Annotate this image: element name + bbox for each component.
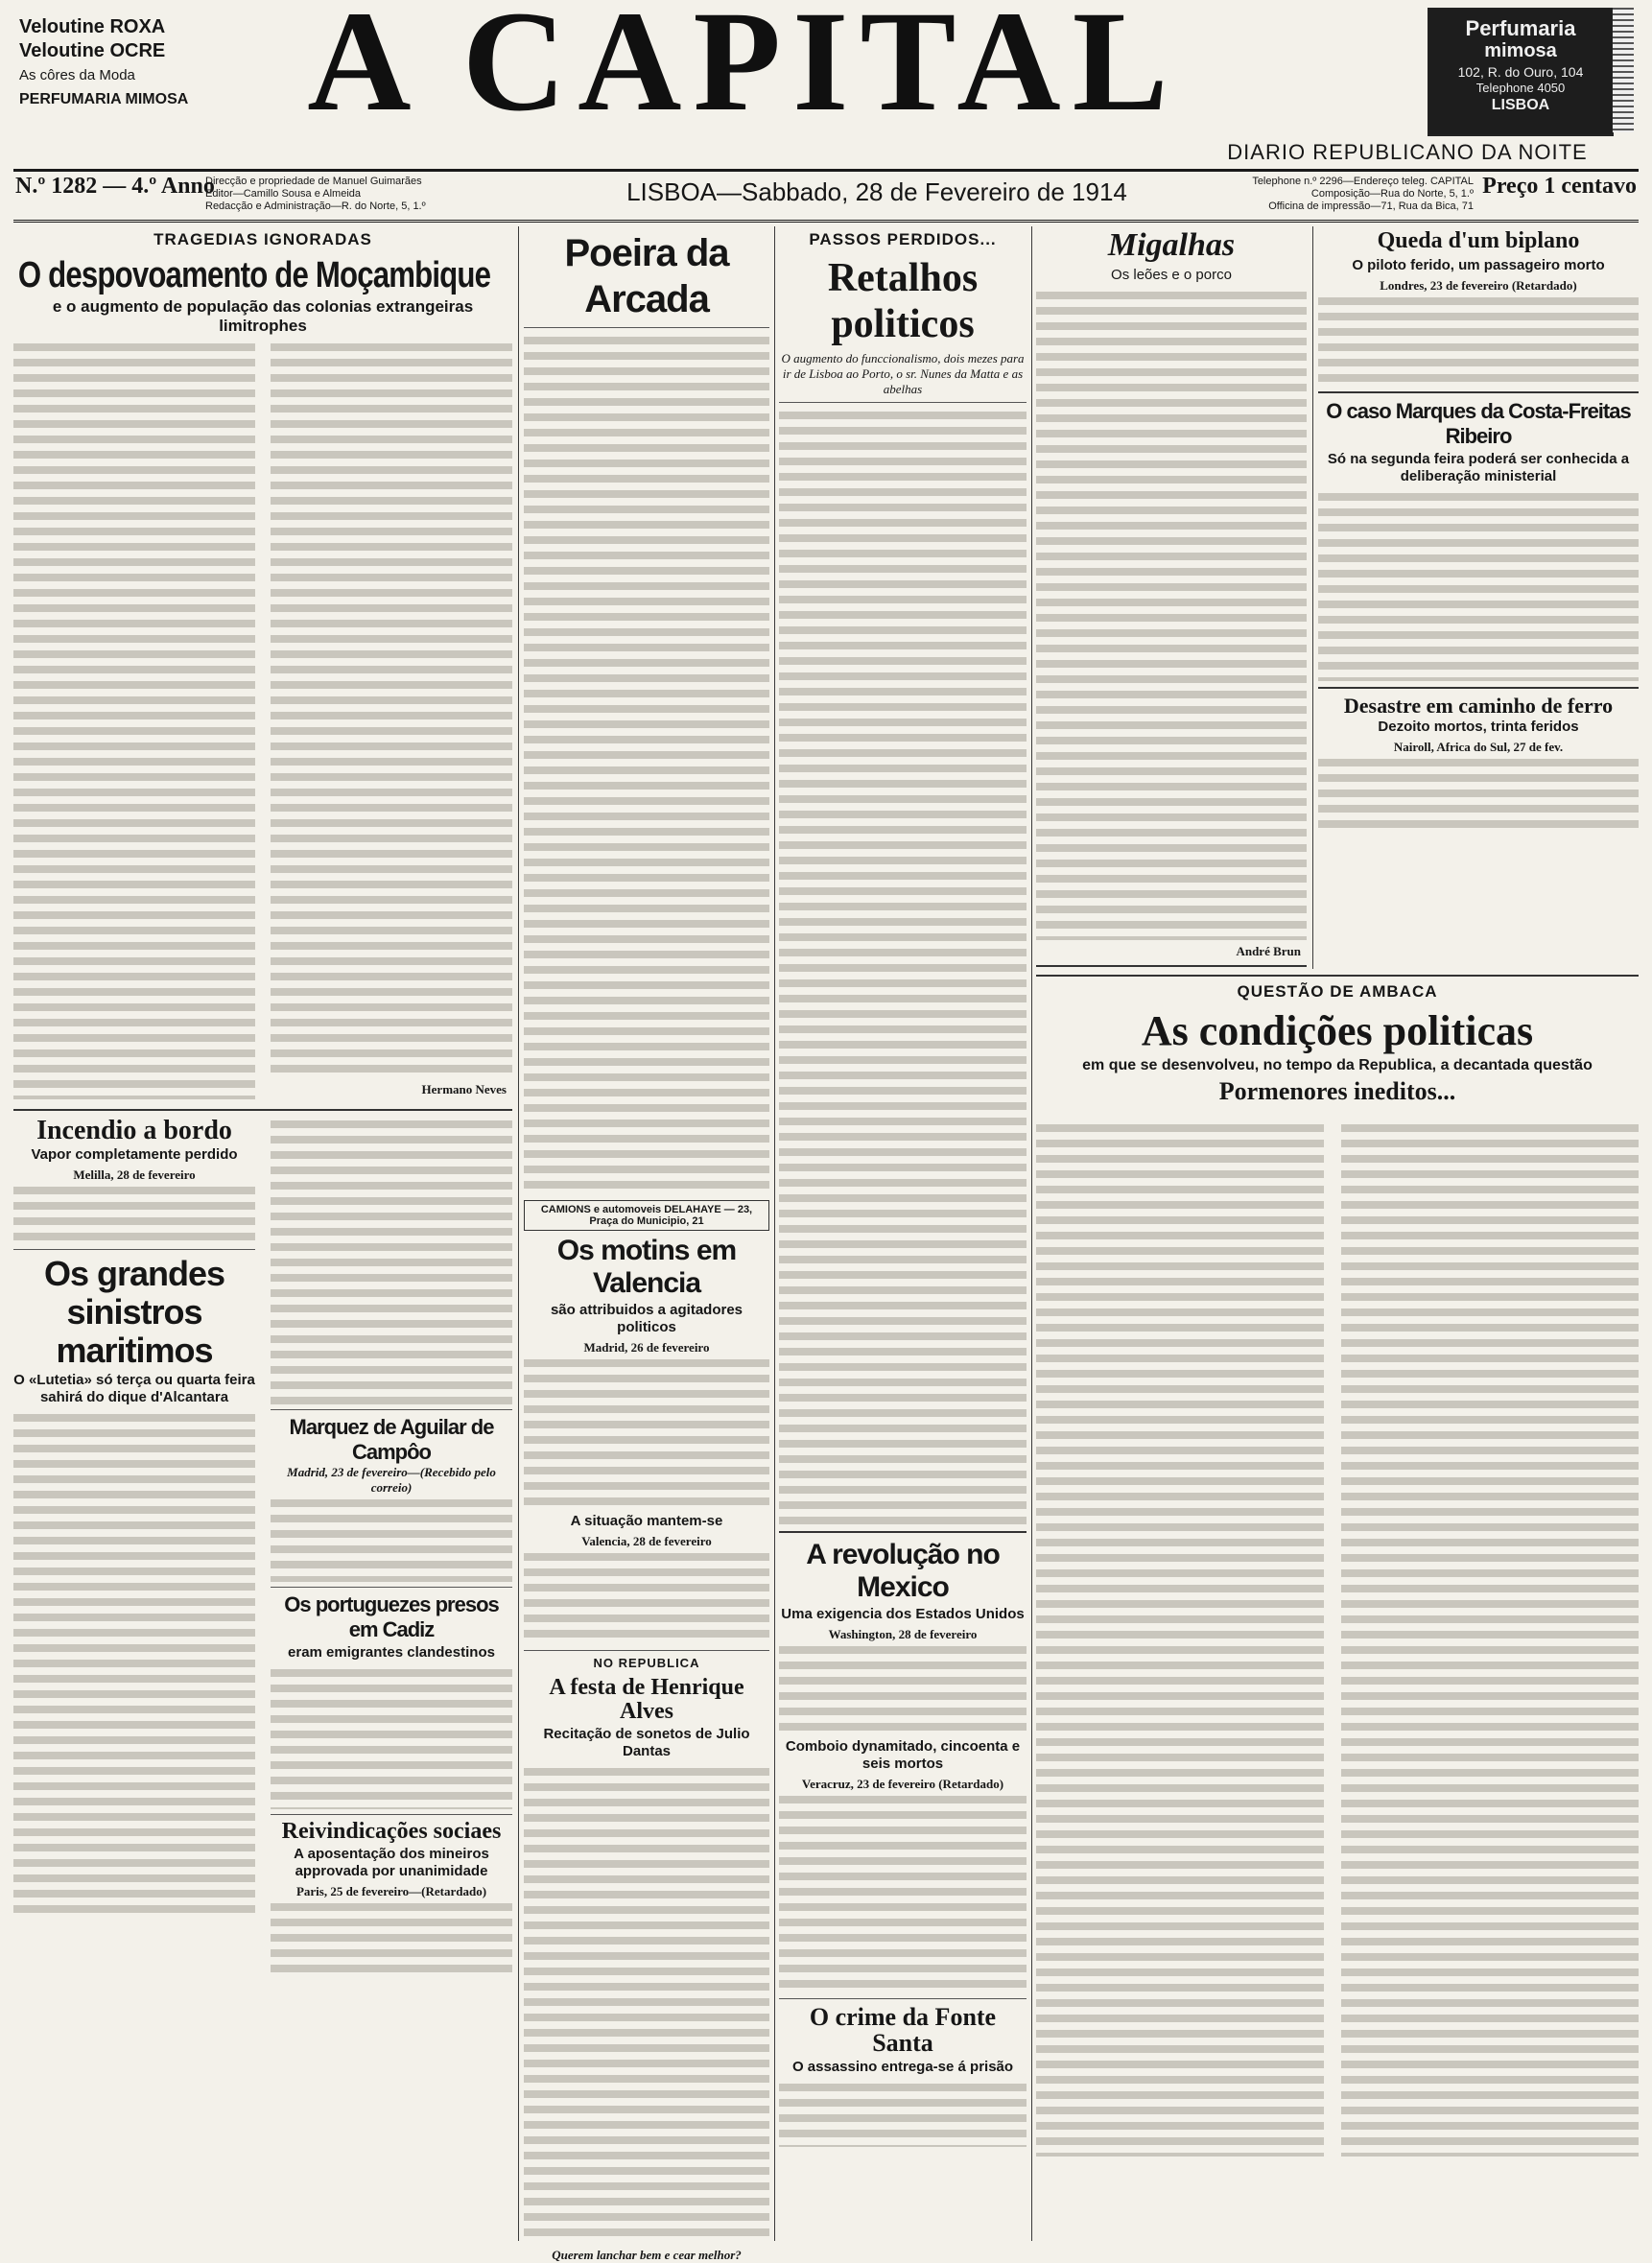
contact-line: Composição—Rua do Norte, 5, 1.º [1310, 188, 1474, 200]
divider [13, 1109, 512, 1111]
divider [13, 1249, 255, 1250]
divider [1036, 965, 1307, 967]
ambaca-left [1036, 1108, 1324, 2169]
dateline-bar [13, 169, 1639, 223]
headline-cadiz: Os portuguezes presos em Cadiz [284, 1592, 499, 1641]
column-rule [518, 226, 519, 2241]
advert-line: mimosa [1484, 40, 1557, 61]
divider [524, 327, 769, 328]
advert-line: Telephone 4050 [1475, 81, 1566, 95]
credit-line: Editor—Camillo Sousa e Almeida [205, 188, 362, 200]
headline-migalhas: Migalhas [1107, 227, 1236, 263]
headline-henrique-alves: A festa de Henrique Alves [549, 1675, 744, 1725]
newspaper-subtitle: DIARIO REPUBLICANO DA NOITE [1227, 140, 1588, 164]
body-text [1036, 1120, 1324, 2157]
right-advert [1428, 8, 1614, 136]
body-text [1318, 755, 1639, 832]
dateline-londres: Londres, 23 de fevereiro (Retardado) [1380, 278, 1577, 293]
subheadline-fonte: O assassino entrega-se á prisão [791, 2058, 1014, 2075]
body-text [271, 1665, 512, 1809]
body-text [524, 1764, 769, 2244]
headline-retalhos-politicos: Retalhos politicos [827, 256, 979, 346]
divider [779, 402, 1027, 403]
advert-line: Veloutine OCRE [19, 40, 166, 61]
lower-right [271, 1117, 512, 1980]
body-text [779, 1642, 1027, 1734]
contact-line: Officina de impressão—71, Rua da Bica, 71 [1268, 200, 1474, 212]
body-text [271, 1496, 512, 1582]
subheadline-biplano: O piloto ferido, um passageiro morto [1352, 257, 1605, 273]
article-body-left [13, 340, 255, 1103]
body-text [271, 1899, 512, 1976]
body-text [779, 1792, 1027, 1993]
divider [1318, 391, 1639, 393]
subheadline-motins: são attribuidos a agitadores politicos [550, 1302, 743, 1335]
advert-line: As côres da Moda [19, 67, 135, 83]
headline-mocambique: O despovoamento de Moçambique [17, 255, 491, 295]
body-text [271, 1117, 512, 1404]
advert-line: PERFUMARIA MIMOSA [19, 91, 189, 107]
column-3 [779, 226, 1027, 2241]
section-kicker: TRAGEDIAS IGNORADAS [153, 230, 372, 248]
masthead [13, 0, 1639, 163]
issue-date: LISBOA—Sabbado, 28 de Fevereiro de 1914 [626, 177, 1127, 206]
article-body-right [271, 340, 512, 1103]
headline-desastre: Desastre em caminho de ferro [1343, 694, 1614, 718]
divider [524, 1650, 769, 1651]
subheadline-mantem: A situação mantem-se [570, 1513, 723, 1529]
dateline-washington: Washington, 28 de fevereiro [828, 1627, 978, 1641]
body-text [271, 340, 512, 1078]
subheadline-mocambique: e o augmento de população das colonias extrangeiras limitrophes [52, 297, 474, 335]
section-kicker: PASSOS PERDIDOS... [809, 230, 997, 248]
advert-line: Veloutine ROXA [19, 16, 166, 37]
dateline-veracruz: Veracruz, 23 de fevereiro (Retardado) [801, 1777, 1004, 1791]
headline-biplano: Queda d'um biplano [1377, 228, 1580, 253]
subheadline-ambaca: em que se desenvolveu, no tempo da Republica, a decantada questão [1082, 1057, 1593, 1073]
contact-info [1186, 176, 1474, 213]
section-kicker: NO REPUBLICA [593, 1656, 700, 1670]
body-text [1318, 489, 1639, 681]
contact-line: Telephone n.º 2296—Endereço teleg. CAPITAL [1252, 176, 1474, 187]
lower-left [13, 1117, 255, 1980]
dateline-nairoll: Nairoll, Africa do Sul, 27 de fev. [1393, 740, 1564, 755]
torn-edge [1613, 8, 1634, 132]
headline-revolucao-mexico: A revolução no Mexico [806, 1539, 1000, 1603]
headline-fonte-santa: O crime da Fonte Santa [809, 2003, 997, 2058]
subheadline-leoes: Os leões e o porco [1111, 267, 1232, 283]
body-text [524, 1549, 769, 1645]
body-text [1318, 294, 1639, 386]
body-text [13, 1183, 255, 1244]
subheadline-sinistros: O «Lutetia» só terça ou quarta feira sahirá do dique d'Alcantara [13, 1372, 255, 1406]
headline-incendio: Incendio a bordo [36, 1116, 232, 1145]
body-text [524, 333, 769, 1196]
dateline-valencia: Valencia, 28 de fevereiro [581, 1534, 712, 1548]
body-text [13, 1410, 255, 1919]
editorial-credits [205, 176, 570, 213]
subheadline-marques: Só na segunda feira poderá ser conhecida a deliberação ministerial [1327, 451, 1630, 484]
headline-pormenores: Pormenores ineditos... [1218, 1077, 1456, 1105]
subheadline-mexico: Uma exigencia dos Estados Unidos [781, 1606, 1025, 1622]
divider [1318, 687, 1639, 689]
credit-line: Direcção e propriedade de Manuel Guimarães [205, 176, 422, 187]
headline-marquez: Marquez de Aguilar de Campôo [289, 1415, 494, 1464]
headline-condicoes-politicas: As condições politicas [1141, 1007, 1534, 1054]
column-rule [1031, 226, 1032, 2241]
divider [271, 1587, 512, 1588]
article-ambaca [1036, 969, 1639, 2241]
lede: O augmento do funccionalismo, dois mezes para ir de Lisboa ao Porto, o sr. Nunes da Matta e as abelhas [781, 351, 1025, 396]
issue-price: Preço 1 centavo [1482, 174, 1637, 199]
subheadline-alves: Recitação de sonetos de Julio Dantas [543, 1726, 750, 1760]
column-rule [774, 226, 775, 2241]
headline-caso-marques: O caso Marques da Costa-Freitas Ribeiro [1326, 399, 1631, 448]
body-text [13, 340, 255, 1099]
subheadline-desastre: Dezoito mortos, trinta feridos [1378, 719, 1579, 736]
author-signature: Hermano Neves [421, 1082, 507, 1096]
divider [271, 1814, 512, 1815]
newspaper-title: A CAPITAL [307, 0, 1180, 141]
ambaca-body [1036, 1108, 1639, 2169]
dateline-reivindicacoes: Paris, 25 de fevereiro—(Retardado) [295, 1884, 487, 1899]
headline-reivindicacoes: Reivindicações sociaes [281, 1819, 502, 1844]
advert-line: LISBOA [1491, 97, 1550, 113]
body-text [1036, 288, 1307, 940]
headline-motins-valencia: Os motins em Valencia [556, 1235, 737, 1299]
credit-line: Redacção e Administração—R. do Norte, 5, 1.º [205, 200, 426, 212]
divider [779, 1531, 1027, 1533]
divider [1036, 975, 1639, 977]
issue-number: N.º 1282 — 4.º Anno [15, 174, 215, 199]
subheadline-incendio: Vapor completamente perdido [31, 1146, 238, 1164]
subheadline-comboio: Comboio dynamitado, cincoenta e seis mortos [785, 1738, 1021, 1772]
advert-line: Perfumaria [1465, 16, 1576, 40]
section-kicker: QUESTÃO DE AMBACA [1237, 982, 1438, 1001]
body-text [1341, 1120, 1639, 2157]
body-text [779, 2080, 1027, 2147]
body-text [779, 408, 1027, 1525]
column-2 [524, 226, 769, 2263]
subheadline-reivindicacoes: A aposentação dos mineiros approvada por unanimidade [294, 1846, 489, 1880]
lower-section-col1 [13, 1117, 512, 1980]
left-advert [19, 15, 190, 111]
dateline-motins: Madrid, 26 de fevereiro [583, 1340, 710, 1355]
ambaca-right [1341, 1108, 1639, 2169]
column-1 [13, 226, 512, 2241]
divider [779, 1998, 1027, 1999]
dateline-incendio: Melilla, 28 de fevereiro [73, 1167, 196, 1183]
dateline-marquez: Madrid, 23 de fevereiro—(Recebido pelo correio) [287, 1465, 496, 1495]
advert-line: 102, R. do Ouro, 104 [1457, 64, 1584, 80]
headline-sinistros: Os grandes sinistros maritimos [43, 1254, 225, 1371]
divider [271, 1409, 512, 1410]
article-mocambique-body [13, 340, 512, 1103]
footer-advert: Querem lanchar bem e cear melhor? [552, 2248, 742, 2263]
headline-poeira-arcada: Poeira da Arcada [564, 232, 729, 320]
subheadline-cadiz: eram emigrantes clandestinos [288, 1644, 495, 1661]
advert-delahaye: CAMIONS e automoveis DELAHAYE — 23, Praça do Municipio, 21 [524, 1200, 769, 1231]
author-signature: André Brun [1236, 944, 1301, 958]
body-text [524, 1355, 769, 1509]
